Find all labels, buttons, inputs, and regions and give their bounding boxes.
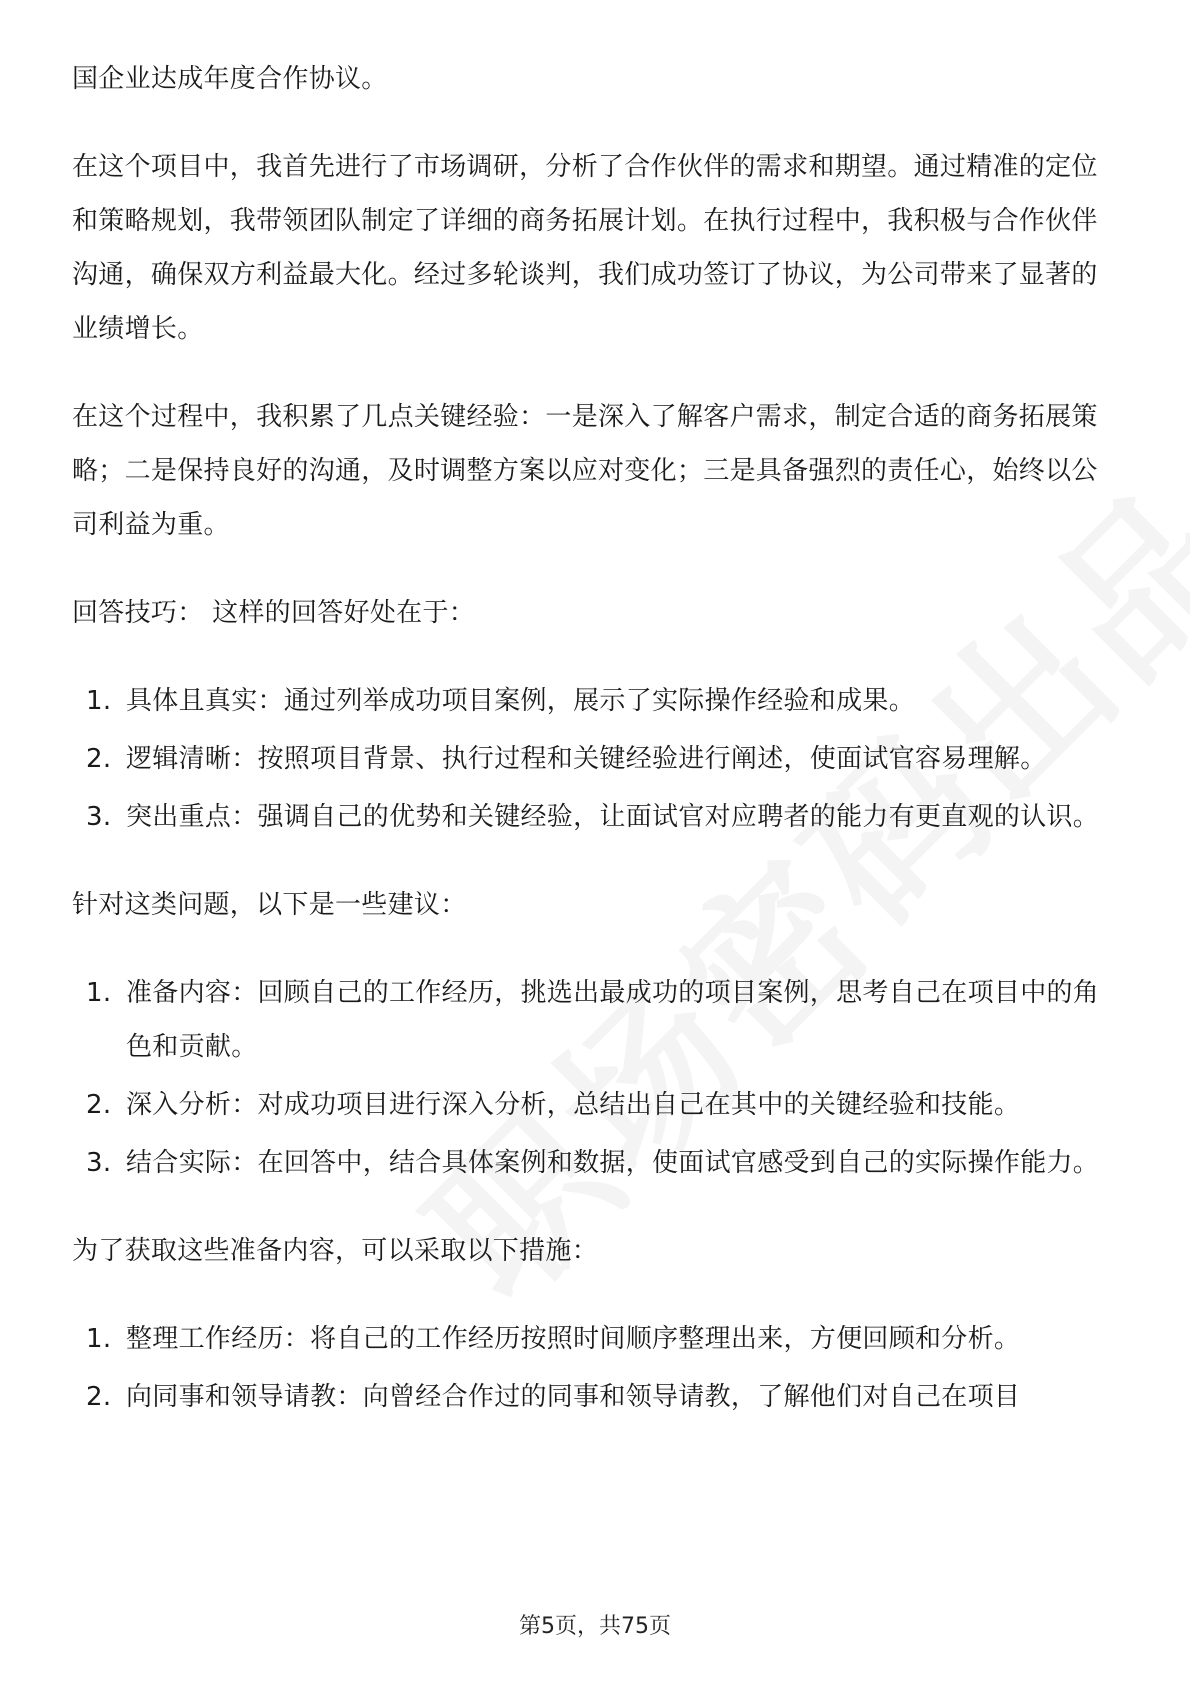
list-item xyxy=(72,1078,1118,1132)
list-number: 2. xyxy=(86,1382,112,1412)
list-item-text: 逻辑清晰：按照项目背景、执行过程和关键经验进行阐述，使面试官容易理解。 xyxy=(126,744,1047,774)
paragraph: 国企业达成年度合作协议。 xyxy=(72,64,388,94)
paragraph: 在这个过程中，我积累了几点关键经验：一是深入了解客户需求，制定合适的商务拓展策略；二是保持良好的沟通，及时调整方案以应对变化；三是具备强烈的责任心，始终以公司利益为重。 xyxy=(72,402,1098,540)
list-item xyxy=(72,1312,1118,1366)
list-number: 3. xyxy=(86,802,112,832)
numbered-list-measures xyxy=(72,1312,1118,1424)
paragraph-heading: 回答技巧： 这样的回答好处在于： xyxy=(72,598,476,628)
list-item xyxy=(72,732,1118,786)
list-item xyxy=(72,674,1118,728)
numbered-list-suggestions xyxy=(72,966,1118,1190)
paragraph-heading: 为了获取这些准备内容，可以采取以下措施： xyxy=(72,1236,599,1266)
page-number-footer: 第5页，共75页 xyxy=(519,1614,671,1639)
list-number: 3. xyxy=(86,1148,112,1178)
list-item-text: 具体且真实：通过列举成功项目案例，展示了实际操作经验和成果。 xyxy=(126,686,916,716)
list-item xyxy=(72,966,1118,1074)
list-item xyxy=(72,1370,1118,1424)
list-item-text: 整理工作经历：将自己的工作经历按照时间顺序整理出来，方便回顾和分析。 xyxy=(126,1324,1021,1354)
paragraph: 在这个项目中，我首先进行了市场调研，分析了合作伙伴的需求和期望。通过精准的定位和策略规划，我带领团队制定了详细的商务拓展计划。在执行过程中，我积极与合作伙伴沟通，确保双方利益最大化。经过多轮谈判，我们成功签订了协议，为公司带来了显著的业绩增长。 xyxy=(72,152,1098,344)
list-item xyxy=(72,790,1118,844)
list-number: 1. xyxy=(86,686,112,716)
list-item-text: 结合实际：在回答中，结合具体案例和数据，使面试官感受到自己的实际操作能力。 xyxy=(126,1148,1100,1178)
list-item-text: 深入分析：对成功项目进行深入分析，总结出自己在其中的关键经验和技能。 xyxy=(126,1090,1021,1120)
list-number: 1. xyxy=(86,978,112,1008)
list-item xyxy=(72,1136,1118,1190)
document-body xyxy=(72,52,1118,1458)
numbered-list-answer-tips xyxy=(72,674,1118,844)
list-number: 2. xyxy=(86,1090,112,1120)
list-item-text: 突出重点：强调自己的优势和关键经验，让面试官对应聘者的能力有更直观的认识。 xyxy=(126,802,1100,832)
list-item-text: 准备内容：回顾自己的工作经历，挑选出最成功的项目案例，思考自己在项目中的角色和贡献。 xyxy=(126,978,1100,1062)
list-number: 1. xyxy=(86,1324,112,1354)
paragraph-heading: 针对这类问题，以下是一些建议： xyxy=(72,890,467,920)
list-item-text: 向同事和领导请教：向曾经合作过的同事和领导请教，了解他们对自己在项目 xyxy=(126,1382,1021,1412)
list-number: 2. xyxy=(86,744,112,774)
